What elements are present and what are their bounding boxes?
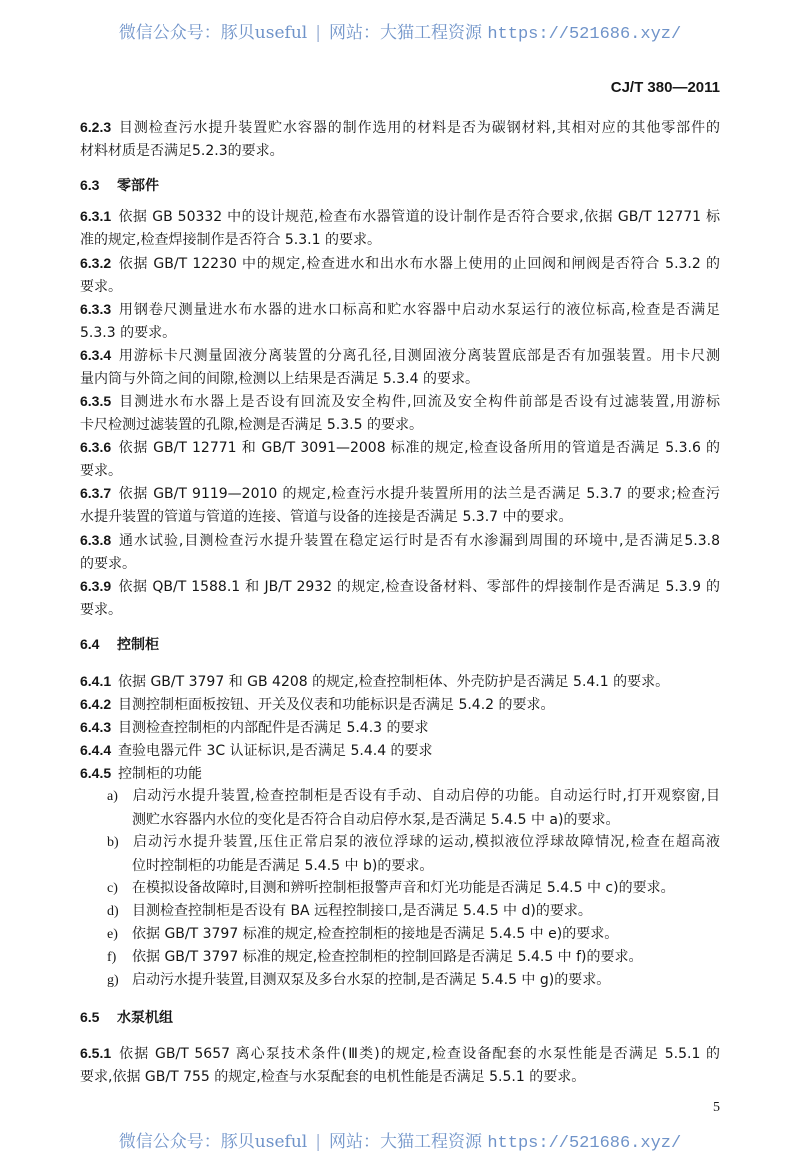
section-title: 水泵机组: [117, 1010, 173, 1026]
list-item-line: [107, 831, 720, 853]
clause-text: 要求。: [80, 602, 122, 618]
list-item-label: c): [107, 881, 118, 896]
clause-text: 通水试验,目测检查污水提升装置在稳定运行时是否有水渗漏到周围的环境中,是否满足5.3.8: [118, 533, 720, 549]
clause-line: [80, 298, 720, 320]
clause-text: 目测进水布水器上是否设有回流及安全构件,回流及安全构件前部是否设有过滤装置,用游标: [118, 394, 720, 410]
clause-line: [80, 506, 573, 528]
clause-line: [80, 599, 122, 621]
clause-line: [80, 436, 720, 458]
list-item-text: 启动污水提升装置,检查控制柜是否设有手动、自动启停的功能。自动运行时,打开观察窗,目: [132, 788, 720, 804]
clause-line: [80, 716, 429, 738]
list-item-text: 测贮水容器内水位的变化是否符合自动启停水泵,是否满足 5.4.5 中 a)的要求。: [132, 812, 620, 828]
list-item-label: b): [107, 835, 119, 850]
clause-text: 水提升装置的管道与管道的连接、管道与设备的连接是否满足 5.3.7 中的要求。: [80, 509, 573, 525]
clause-line: [80, 205, 720, 227]
clause-text: 依据 GB/T 5657 离心泵技术条件(Ⅲ类)的规定,检查设备配套的水泵性能是否满足 5.5.1 的: [118, 1046, 720, 1062]
list-item-label: a): [107, 789, 118, 804]
clause-line: [80, 693, 555, 715]
clause-line: [80, 460, 122, 482]
clause-text: 依据 GB/T 9119—2010 的规定,检查污水提升装置所用的法兰是否满足 5.3.7 的要求;检查污: [118, 486, 720, 502]
clause-number: 6.3.4: [80, 347, 112, 363]
clause-number: 6.3.5: [80, 393, 112, 409]
section-title: 控制柜: [117, 637, 159, 653]
clause-line: [80, 390, 720, 412]
clause-line: [80, 116, 720, 138]
list-item-text: 依据 GB/T 3797 标准的规定,检查控制柜的控制回路是否满足 5.4.5 中 f)的要求。: [132, 949, 643, 965]
section-heading: [80, 633, 159, 655]
watermark-site: 网站：大猫工程资源: [328, 1132, 482, 1152]
list-item-label: e): [107, 927, 118, 942]
list-item-line: [107, 923, 618, 945]
clause-number: 6.3.6: [80, 439, 112, 455]
clause-number: 6.4.5: [80, 765, 112, 781]
watermark-wechat: 微信公众号：豚贝useful: [118, 23, 308, 43]
list-item-line: [107, 877, 675, 899]
clause-text: 依据 GB/T 12771 和 GB/T 3091—2008 标准的规定,检查设备所用的管道是否满足 5.3.6 的: [118, 440, 720, 456]
clause-number: 6.4.3: [80, 719, 112, 735]
list-item-line: [132, 809, 619, 831]
list-item-label: f): [107, 950, 117, 965]
watermark-url: https://521686.xyz/: [487, 25, 682, 44]
watermark-header: [0, 21, 800, 47]
clause-line: [80, 575, 720, 597]
section-title: 零部件: [117, 178, 159, 194]
list-item-line: [132, 855, 433, 877]
clause-line: [80, 276, 122, 298]
clause-line: [80, 482, 720, 504]
clause-text: 控制柜的功能: [118, 766, 202, 782]
clause-number: 6.5.1: [80, 1045, 112, 1061]
section-number: 6.3: [80, 177, 100, 193]
list-item-line: [107, 969, 610, 991]
clause-number: 6.3.1: [80, 208, 112, 224]
clause-line: [80, 368, 479, 390]
list-item-text: 位时控制柜的功能是否满足 5.4.5 中 b)的要求。: [132, 858, 434, 874]
clause-text: 目测检查控制柜的内部配件是否满足 5.4.3 的要求: [118, 720, 429, 736]
clause-number: 6.4.4: [80, 742, 112, 758]
clause-line: [80, 670, 669, 692]
section-number: 6.5: [80, 1009, 100, 1025]
clause-line: [80, 252, 720, 274]
watermark-site: 网站：大猫工程资源: [328, 23, 482, 43]
list-item-line: [107, 946, 643, 968]
clause-text: 依据 GB 50332 中的设计规范,检查布水器管道的设计制作是否符合要求,依据 GB/T 12771 标: [118, 209, 720, 225]
list-item-text: 在模拟设备故障时,目测和辨听控制柜报警声音和灯光功能是否满足 5.4.5 中 c)的要求。: [132, 880, 675, 896]
page-number: 5: [713, 1100, 720, 1115]
list-item-line: [107, 785, 720, 807]
clause-text: 的要求。: [80, 556, 136, 572]
clause-text: 依据 QB/T 1588.1 和 JB/T 2932 的规定,检查设备材料、零部件的焊接制作是否满足 5.3.9 的: [118, 579, 720, 595]
list-item-line: [107, 900, 592, 922]
clause-line: [80, 1066, 585, 1088]
clause-line: [80, 322, 176, 344]
clause-text: 5.3.3 的要求。: [80, 325, 177, 341]
clause-line: [80, 529, 720, 551]
clause-text: 查验电器元件 3C 认证标识,是否满足 5.4.4 的要求: [118, 743, 433, 759]
clause-number: 6.4.2: [80, 696, 112, 712]
clause-text: 材料材质是否满足5.2.3的要求。: [80, 143, 284, 159]
section-heading: [80, 174, 159, 196]
list-item-label: g): [107, 973, 119, 988]
clause-line: [80, 553, 136, 575]
standard-code: CJ/T 380—2011: [610, 79, 720, 96]
section-heading: [80, 1006, 173, 1028]
clause-text: 准的规定,检查焊接制作是否符合 5.3.1 的要求。: [80, 232, 381, 248]
list-item-label: d): [107, 904, 119, 919]
watermark-footer: [0, 1130, 800, 1156]
section-number: 6.4: [80, 636, 100, 652]
watermark-separator: |: [315, 1132, 321, 1152]
clause-text: 用钢卷尺测量进水布水器的进水口标高和贮水容器中启动水泵运行的液位标高,检查是否满足: [118, 302, 720, 318]
clause-number: 6.3.9: [80, 578, 112, 594]
clause-number: 6.3.7: [80, 485, 112, 501]
watermark-url: https://521686.xyz/: [487, 1134, 682, 1153]
clause-line: [80, 140, 284, 162]
clause-text: 卡尺检测过滤装置的孔隙,检测是否满足 5.3.5 的要求。: [80, 417, 423, 433]
clause-number: 6.3.3: [80, 301, 112, 317]
clause-text: 依据 GB/T 12230 中的规定,检查进水和出水布水器上使用的止回阀和闸阀是否符合 5.3.2 的: [118, 256, 720, 272]
clause-line: [80, 344, 720, 366]
clause-text: 用游标卡尺测量固液分离装置的分离孔径,目测固液分离装置底部是否有加强装置。用卡尺测: [118, 348, 720, 364]
clause-line: [80, 414, 423, 436]
clause-line: [80, 1042, 720, 1064]
watermark-separator: |: [315, 23, 321, 43]
clause-text: 要求。: [80, 463, 122, 479]
list-item-text: 目测检查控制柜是否设有 BA 远程控制接口,是否满足 5.4.5 中 d)的要求。: [132, 903, 592, 919]
clause-number: 6.4.1: [80, 673, 112, 689]
clause-text: 要求。: [80, 279, 122, 295]
clause-text: 要求,依据 GB/T 755 的规定,检查与水泵配套的电机性能是否满足 5.5.1 的要求。: [80, 1069, 586, 1085]
clause-number: 6.2.3: [80, 119, 112, 135]
clause-text: 目测控制柜面板按钮、开关及仪表和功能标识是否满足 5.4.2 的要求。: [118, 697, 555, 713]
clause-line: [80, 739, 433, 761]
clause-line: [80, 762, 202, 784]
clause-text: 目测检查污水提升装置贮水容器的制作选用的材料是否为碳钢材料,其相对应的其他零部件的: [118, 120, 720, 136]
list-item-text: 启动污水提升装置,目测双泵及多台水泵的控制,是否满足 5.4.5 中 g)的要求。: [132, 972, 611, 988]
clause-text: 依据 GB/T 3797 和 GB 4208 的规定,检查控制柜体、外壳防护是否满足 5.4.1 的要求。: [118, 674, 670, 690]
clause-text: 量内筒与外筒之间的间隙,检测以上结果是否满足 5.3.4 的要求。: [80, 371, 479, 387]
watermark-wechat: 微信公众号：豚贝useful: [118, 1132, 308, 1152]
clause-number: 6.3.2: [80, 255, 112, 271]
list-item-text: 依据 GB/T 3797 标准的规定,检查控制柜的接地是否满足 5.4.5 中 e)的要求。: [132, 926, 619, 942]
list-item-text: 启动污水提升装置,压住正常启泵的液位浮球的运动,模拟液位浮球故障情况,检查在超高液: [132, 834, 720, 850]
clause-number: 6.3.8: [80, 532, 112, 548]
clause-line: [80, 229, 381, 251]
